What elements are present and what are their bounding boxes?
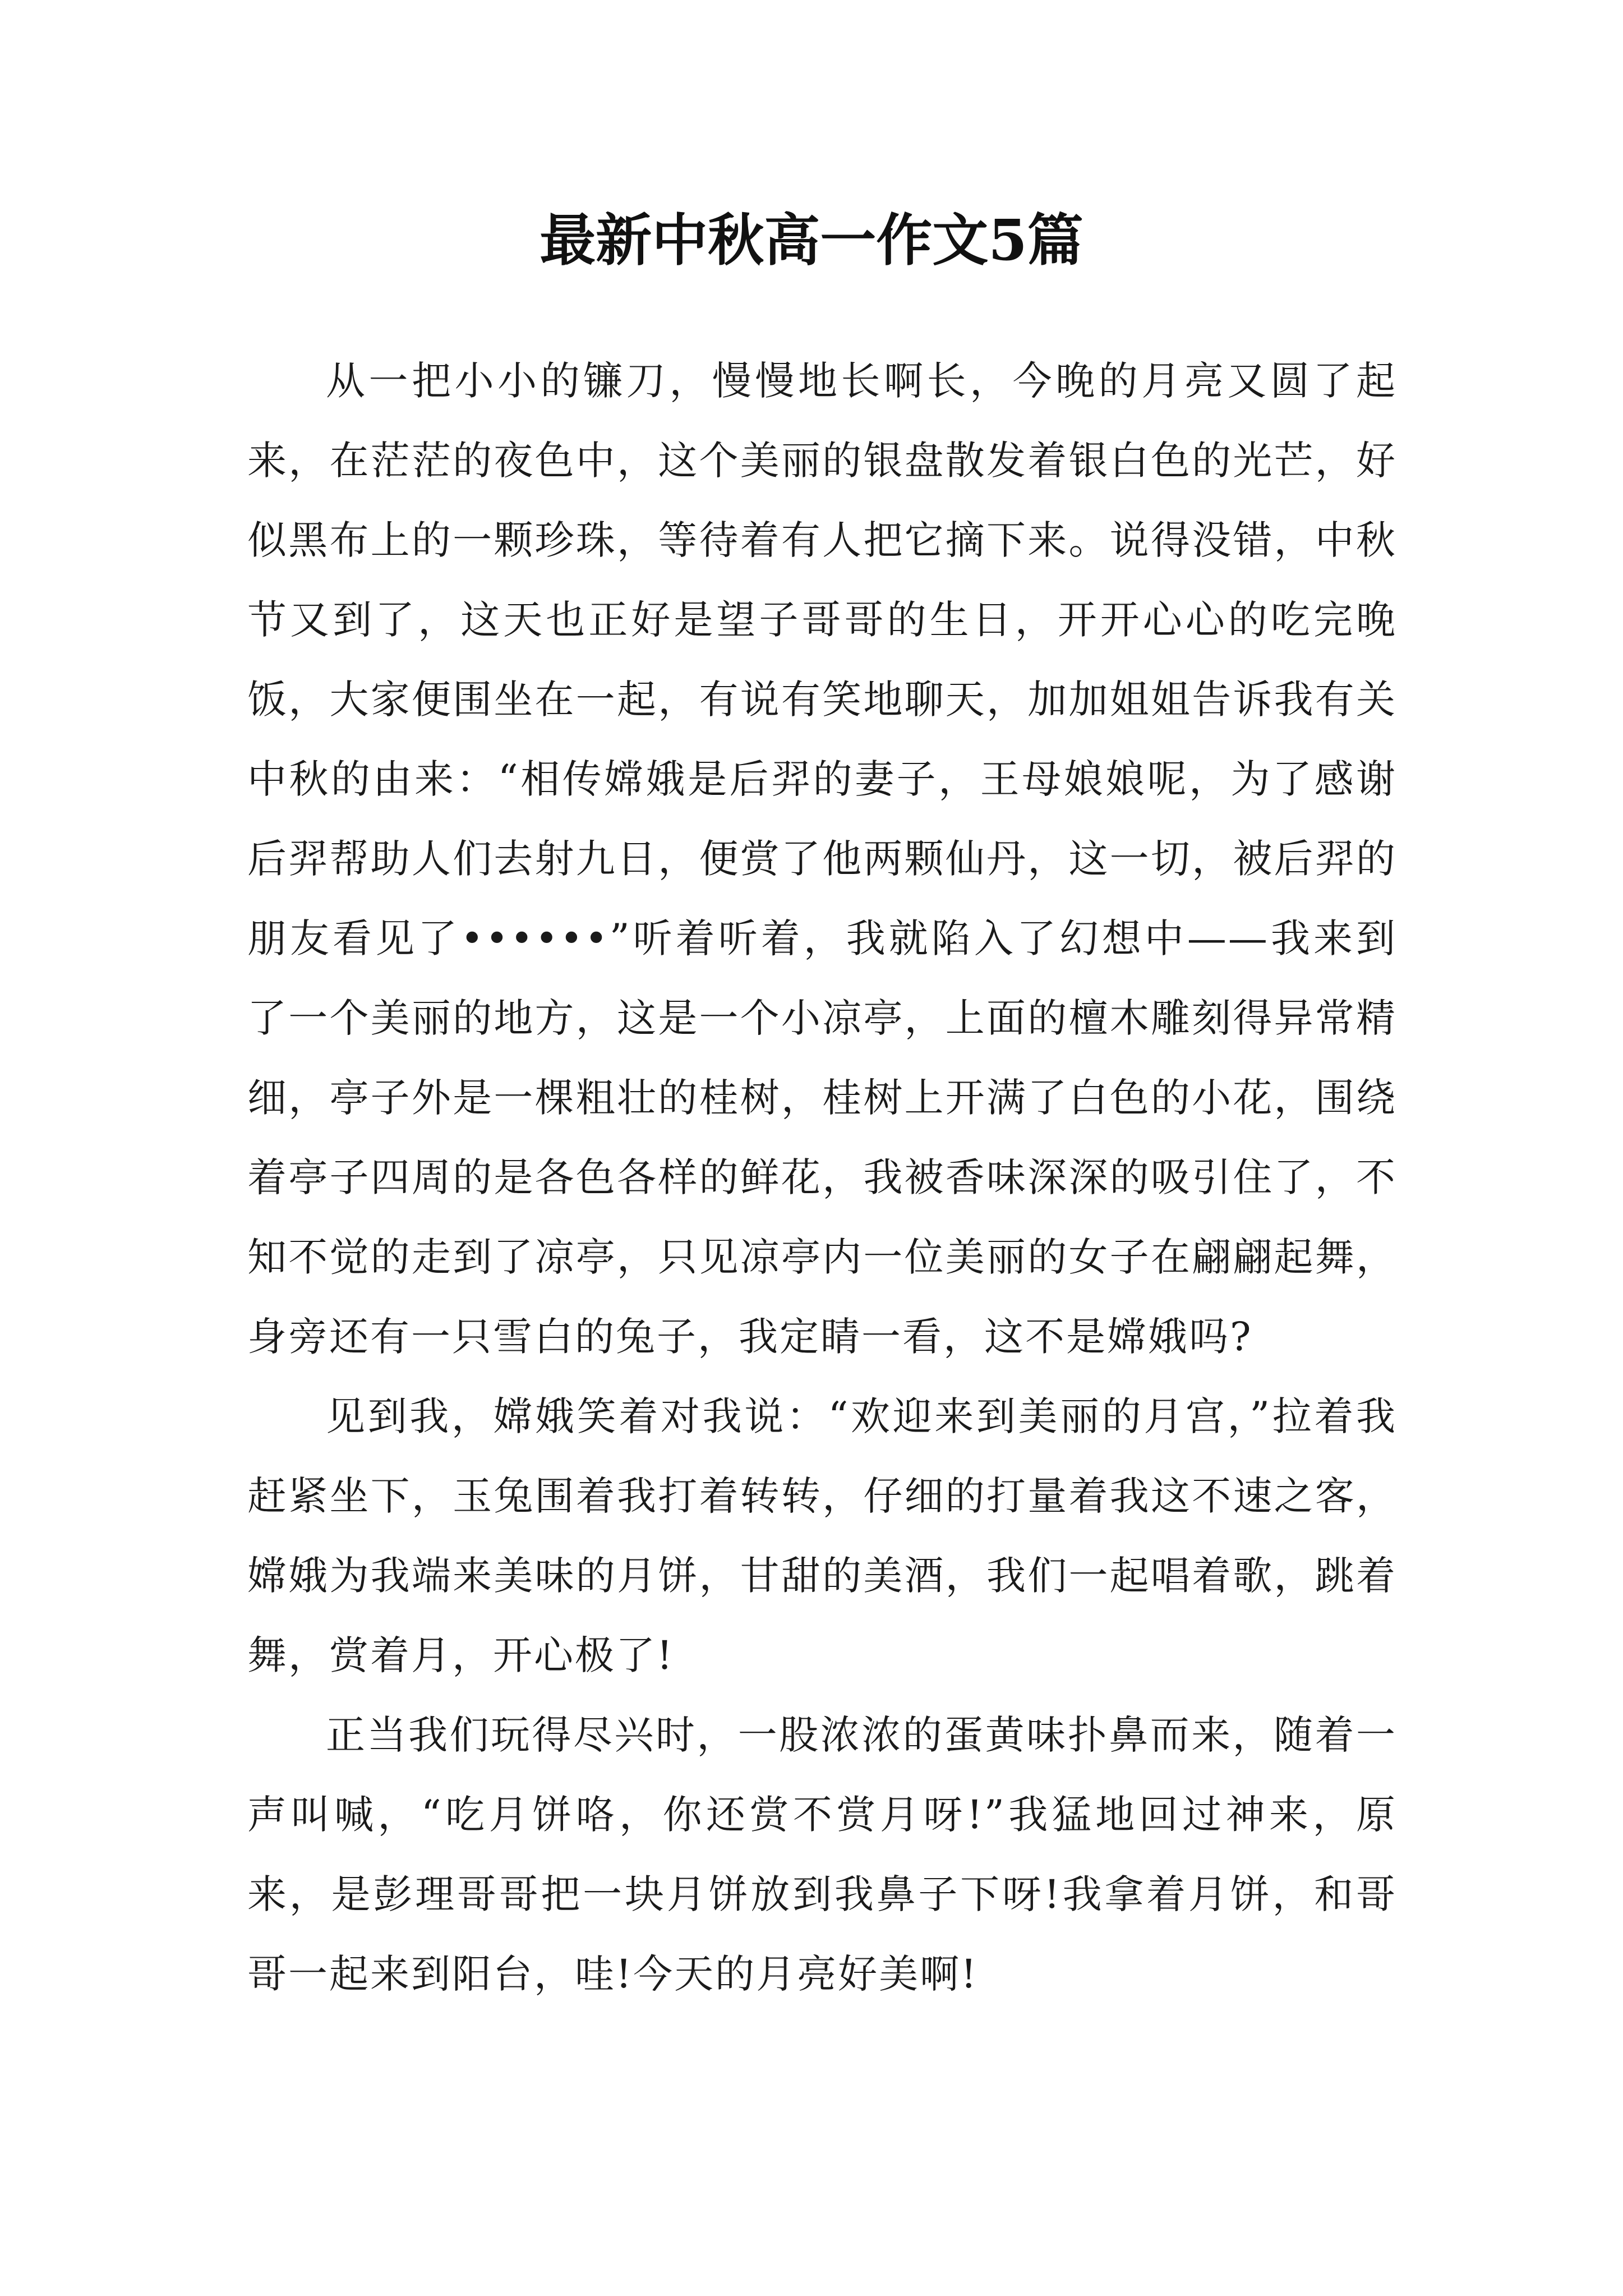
paragraph-2: 见到我，嫦娥笑着对我说：“欢迎来到美丽的月宫，”拉着我赶紧坐下，玉兔围着我打着转转，仔细的打量着我这不速之客，嫦娥为我端来美味的月饼，甘甜的美酒，我们一起唱着歌，跳着舞，赏着月，开心极了! xyxy=(247,1393,1397,1678)
paragraph-1: 从一把小小的镰刀，慢慢地长啊长，今晚的月亮又圆了起来，在茫茫的夜色中，这个美丽的银盘散发着银白色的光芒，好似黑布上的一颗珍珠，等待着有人把它摘下来。说得没错，中秋节又到了，这天也正好是望子哥哥的生日，开开心心的吃完晚饭，大家便围坐在一起，有说有笑地聊天，加加姐姐告诉我有关中秋的由来：“相传嫦娥是后羿的妻子，王母娘娘呢，为了感谢后羿帮助人们去射九日，便赏了他两颗仙丹，这一切，被后羿的朋友看见了••••••”听着听着，我就陷入了幻想中——我来到了一个美丽的地方，这是一个小凉亭，上面的檀木雕刻得异常精细，亭子外是一棵粗壮的桂树，桂树上开满了白色的小花，围绕着亭子四周的是各色各样的鲜花，我被香味深深的吸引住了，不知不觉的走到了凉亭，只见凉亭内一位美丽的女子在翩翩起舞，身旁还有一只雪白的兔子，我定睛一看，这不是嫦娥吗? xyxy=(247,358,1397,1360)
document-title: 最新中秋高一作文5篇 xyxy=(540,207,1083,273)
paragraph-3: 正当我们玩得尽兴时，一股浓浓的蛋黄味扑鼻而来，随着一声叫喊，“吃月饼咯，你还赏不赏月呀!”我猛地回过神来，原来，是彭理哥哥把一块月饼放到我鼻子下呀!我拿着月饼，和哥哥一起来到阳台，哇!今天的月亮好美啊! xyxy=(247,1712,1397,1997)
document-body xyxy=(247,341,1397,2014)
